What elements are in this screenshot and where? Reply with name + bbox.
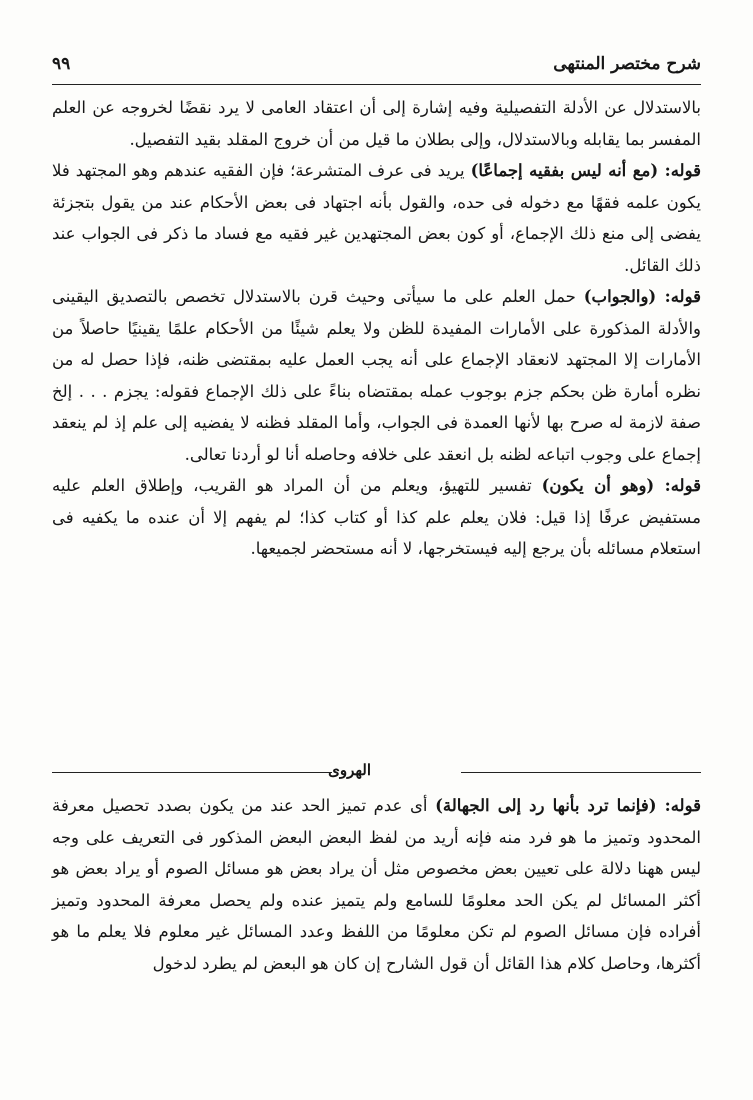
page-header xyxy=(52,50,701,85)
quote-lead: قوله: (وهو أن يكون) xyxy=(541,476,701,495)
hashiya-commentary xyxy=(52,790,701,979)
paragraph xyxy=(52,790,701,979)
section-divider xyxy=(52,762,701,782)
paragraph xyxy=(52,470,701,565)
paragraph-text: حمل العلم على ما سيأتى وحيث قرن بالاستدلال تخصص بالتصديق اليقينى والأدلة المذكورة على الأمارات المفيدة للظن ولا يعلم شيئًا من الأحكام علمًا يقينيًا حاصلاً من الأمارات إلا المجتهد لانعقاد الإجماع على أنه يجب العمل عليه بمقتضى ظنه، فإذا حصل له من نظره أمارة ظن بحكم جزم بوجوب عمله بمقتضاه بناءً على ذلك الإجماع فقوله: يجزم . . . إلخ صفة لازمة له صرح بها لأنها العمدة فى الجواب، وأما المقلد فظنه لا يفضيه إلى علم إذ لم ينعقد إجماع على وجوب اتباعه لظنه بل انعقد على خلافه وحاصله أنا لو أردنا تعالى. xyxy=(52,287,701,464)
main-commentary xyxy=(52,92,701,565)
divider-rule xyxy=(461,772,701,773)
quote-lead: قوله: (والجواب) xyxy=(583,287,701,306)
paragraph xyxy=(52,281,701,470)
page-number: ٩٩ xyxy=(52,54,71,74)
divider-label: الهروى xyxy=(328,761,371,779)
paragraph-text: يريد فى عرف المتشرعة؛ فإن الفقيه عندهم وهو المجتهد فلا يكون علمه فقهًا مع دخوله فى حده، والقول بأنه اجتهاد فى بعض الأحكام عند من يقول بتجزئة يفضى إلى منع ذلك الإجماع، أو كون بعض المجتهدين غير فقيه مع فساد ما ذكر فى الجواب عند ذلك القائل. xyxy=(52,161,701,275)
divider-rule xyxy=(52,772,332,773)
quote-lead: قوله: (مع أنه ليس بفقيه إجماعًا) xyxy=(470,161,701,180)
quote-lead: قوله: (فإنما ترد بأنها رد إلى الجهالة) xyxy=(435,796,701,815)
paragraph-text: بالاستدلال عن الأدلة التفصيلية وفيه إشارة إلى أن اعتقاد العامى لا يرد نقضًا لخروجه عن العلم المفسر بما يقابله وبالاستدلال، وإلى بطلان ما قيل من أن خروج المقلد بقيد التفصيل. xyxy=(52,98,701,149)
running-title: شرح مختصر المنتهى xyxy=(553,54,701,74)
paragraph xyxy=(52,155,701,281)
paragraph-text: تفسير للتهيؤ، ويعلم من أن المراد هو القريب، وإطلاق العلم عليه مستفيض عرفًا إذا قيل: فلان يعلم علم كذا أو كتاب كذا؛ لم يفهم إلا أن عنده ما يكفيه فى استعلام مسائله بأن يرجع إليه فيستخرجها، لا أنه مستحضر لجميعها. xyxy=(52,476,701,558)
paragraph xyxy=(52,92,701,155)
paragraph-text: أى عدم تميز الحد عند من يكون بصدد تحصيل معرفة المحدود وتميز ما هو فرد منه فإنه أريد من لفظ البعض البعض المذكور فى التعريف على وجه ليس ههنا دلالة على تعيين بعض مخصوص مثل أن يراد بعض هو مسائل الصوم أو يراد بعض هو أكثر المسائل لم يكن الحد معلومًا للسامع ولم يتميز عنده ولم يحصل معرفة المحدود وتميز أفراده فإن مسائل الصوم لم تكن معلومًا من اللفظ وعدد المسائل غير معلوم فلا يعلم ما هو أكثرها، وحاصل كلام هذا القائل أن قول الشارح إن كان هو البعض لم يطرد لدخول xyxy=(52,796,701,973)
